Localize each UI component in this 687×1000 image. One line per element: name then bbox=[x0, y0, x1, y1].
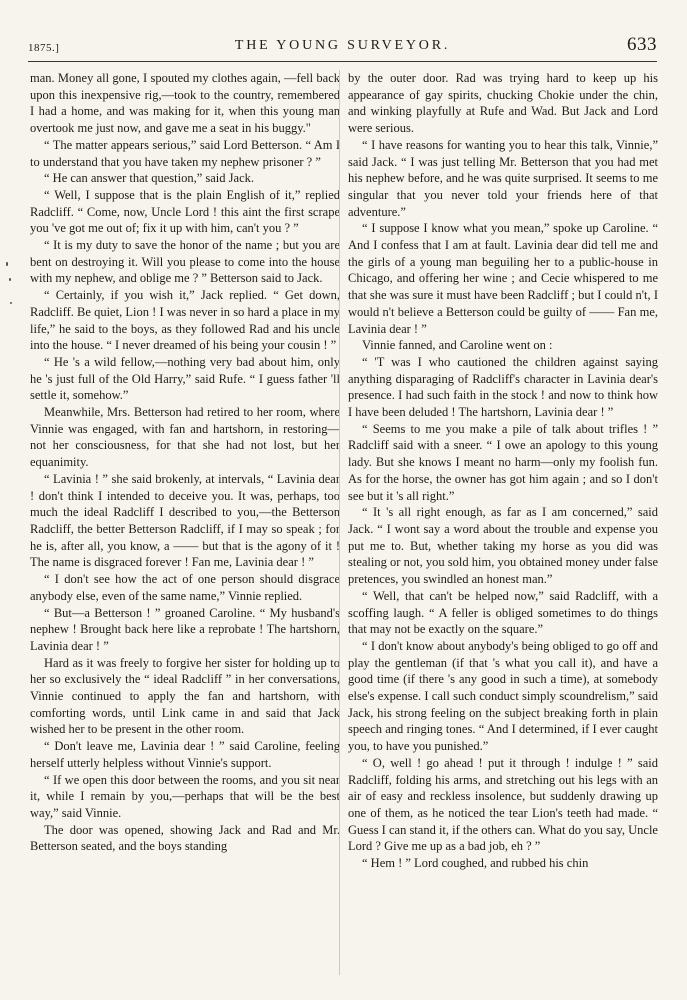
paragraph: “ But—a Betterson ! ” groaned Caroline. “ My husband's nephew ! Brought back here like a reprobate ! The hartshorn, Lavinia dear ! ” bbox=[30, 605, 340, 653]
header-rule bbox=[28, 61, 657, 62]
paragraph: “ O, well ! go ahead ! put it through ! indulge ! ” said Radcliff, folding his arms, and stretching out his legs with an air of easy and reckless insolence, but suddenly drawing up one of them, as he noticed the tear Lion's teeth had made. “ Guess I can stand it, if the others can. What do you say, Uncle Lord ? Give me up as a bad job, eh ? ” bbox=[348, 755, 658, 854]
paragraph: “ I don't see how the act of one person should disgrace anybody else, even of the same name,” Vinnie replied. bbox=[30, 572, 340, 603]
paragraph: “ If we open this door between the rooms, and you sit near it, while I remain by you,—perhaps that will be the best way,” said Vinnie. bbox=[30, 772, 340, 820]
paragraph: “ Certainly, if you wish it,” Jack replied. “ Get down, Radcliff. Be quiet, Lion ! I was never in so hard a place in my life,” he said to the boys, as they followed Rad and his uncle into the house. “ I never dreamed of his being your cousin ! ” bbox=[30, 288, 340, 353]
paragraph: “ Well, that can't be helped now,” said Radcliff, with a scoffing laugh. “ A feller is obliged sometimes to do things that may not be exactly on the square.” bbox=[348, 588, 658, 637]
paragraph: Hard as it was freely to forgive her sister for holding up to her so exclusively the “ ideal Radcliff ” in her conversations, Vinnie continued to apply the fan and hartshorn, with comforting words, until Link came in and said that Jack wished her to be present in the other room. bbox=[30, 655, 340, 737]
right-column bbox=[348, 70, 658, 872]
paragraph: “ Well, I suppose that is the plain English of it,” replied Radcliff. “ Come, now, Uncle Lord ! this aint the first scrape you 've got me out of; fix it up with him, can't you ? ” bbox=[30, 187, 340, 236]
paragraph: “ It is my duty to save the honor of the name ; but you are bent on destroying it. Will you please to come into the house with my nephew, and oblige me ? ” Betterson said to Jack. bbox=[30, 238, 340, 286]
margin-speck bbox=[10, 302, 12, 304]
running-header bbox=[28, 34, 657, 58]
paragraph: “ I don't know about anybody's being obliged to go off and play the gentleman (if that 's what you call it), and have a good time (if there 's any good in such a time), at somebody else's expense. I call such conduct simply scoundrelism,” said Jack, his strong feeling on the subject breaking forth in plain speech and ringing tones. “ And I determined, if I ever caught you, to have you punished.” bbox=[348, 638, 658, 754]
paragraph: “ It 's all right enough, as far as I am concerned,” said Jack. “ I wont say a word about the trouble and expense you put me to. But, whether taking my horse as you did was stealing or not, you sold him, you obtained money under false pretences, you swindled an honest man.” bbox=[348, 505, 658, 587]
paragraph: The door was opened, showing Jack and Rad and Mr. Betterson seated, and the boys standing bbox=[30, 822, 340, 854]
paragraph: “ Don't leave me, Lavinia dear ! ” said Caroline, feeling herself utterly helpless without Vinnie's support. bbox=[30, 739, 340, 770]
paragraph: Meanwhile, Mrs. Betterson had retired to her room, where Vinnie was engaged, with fan and hartshorn, in restoring—not her consciousness, for that she had not lost, but her equanimity. bbox=[30, 405, 340, 470]
margin-speck bbox=[6, 262, 8, 266]
paragraph: “ 'T was I who cautioned the children against saying anything disparaging of Radcliff's character in Lavinia dear's presence. I had such faith in the stock ! and now to think how I have been deluded ! The hartshorn, Lavinia dear ! ” bbox=[348, 354, 658, 420]
paragraph: “ He can answer that question,” said Jack. bbox=[44, 171, 254, 186]
page-number: 633 bbox=[627, 34, 657, 55]
paragraph: “ Hem ! ” Lord coughed, and rubbed his chin bbox=[362, 856, 589, 871]
paragraph: “ Lavinia ! ” she said brokenly, at intervals, “ Lavinia dear ! don't think I intended to deceive you. It was, perhaps, too much the ideal Radcliff I described to you,—the Betterson Radcliff, the better Betterson Radcliff, if I may so speak ; for he is, after all, you know, a —— but that is the agony of it ! The name is disgraced forever ! Fan me, Lavinia dear ! ” bbox=[30, 471, 340, 570]
paragraph: “ The matter appears serious,” said Lord Betterson. “ Am I to understand that you have taken my nephew prisoner ? ” bbox=[30, 137, 340, 169]
paragraph: “ Seems to me you make a pile of talk about trifles ! ” Radcliff said with a sneer. “ I owe an apology to this young lady. But she knows I meant no harm—only my foolish fun. As for the horse, the owner has got him again ; and so I don't see but it 's all right.” bbox=[348, 421, 658, 503]
paragraph: “ He 's a wild fellow,—nothing very bad about him, only he 's just full of the Old Harry,” said Rufe. “ I guess father 'll settle it, somehow.” bbox=[30, 354, 340, 403]
paragraph: “ I suppose I know what you mean,” spoke up Caroline. “ And I confess that I am at fault. Lavinia dear did tell me and the girls of a young man beguiling her to a public-house in Chicago, and offering her wine ; and Cecie whispered to me that she was sure it must have been Radcliff ; but I could n't, I would n't believe a Betterson could be guilty of —— Fan me, Lavinia dear ! ” bbox=[348, 221, 658, 336]
left-column bbox=[30, 70, 340, 855]
paragraph: man. Money all gone, I spouted my clothes again, —fell back upon this inexpensive rig,—took to the country, remembered I had a home, and was making for it, when this young man overtook me just now, and gave me a seat in his buggy." bbox=[30, 71, 340, 136]
paragraph: “ I have reasons for wanting you to hear this talk, Vinnie,” said Jack. “ I was just telling Mr. Betterson that you had met his nephew before, and he was quite surprised. It seems to me singular that you never told your friends here of that adventure.” bbox=[348, 137, 658, 219]
header-date: 1875.] bbox=[28, 42, 60, 54]
margin-speck bbox=[9, 278, 11, 281]
column-gutter bbox=[339, 70, 340, 975]
paragraph: by the outer door. Rad was trying hard to keep up his appearance of gay spirits, chucking Chokie under the chin, and winking playfully at Rufe and Wad. But Jack and Lord were serious. bbox=[348, 71, 658, 136]
paragraph: Vinnie fanned, and Caroline went on : bbox=[362, 338, 553, 353]
header-title: THE YOUNG SURVEYOR. bbox=[234, 38, 451, 53]
